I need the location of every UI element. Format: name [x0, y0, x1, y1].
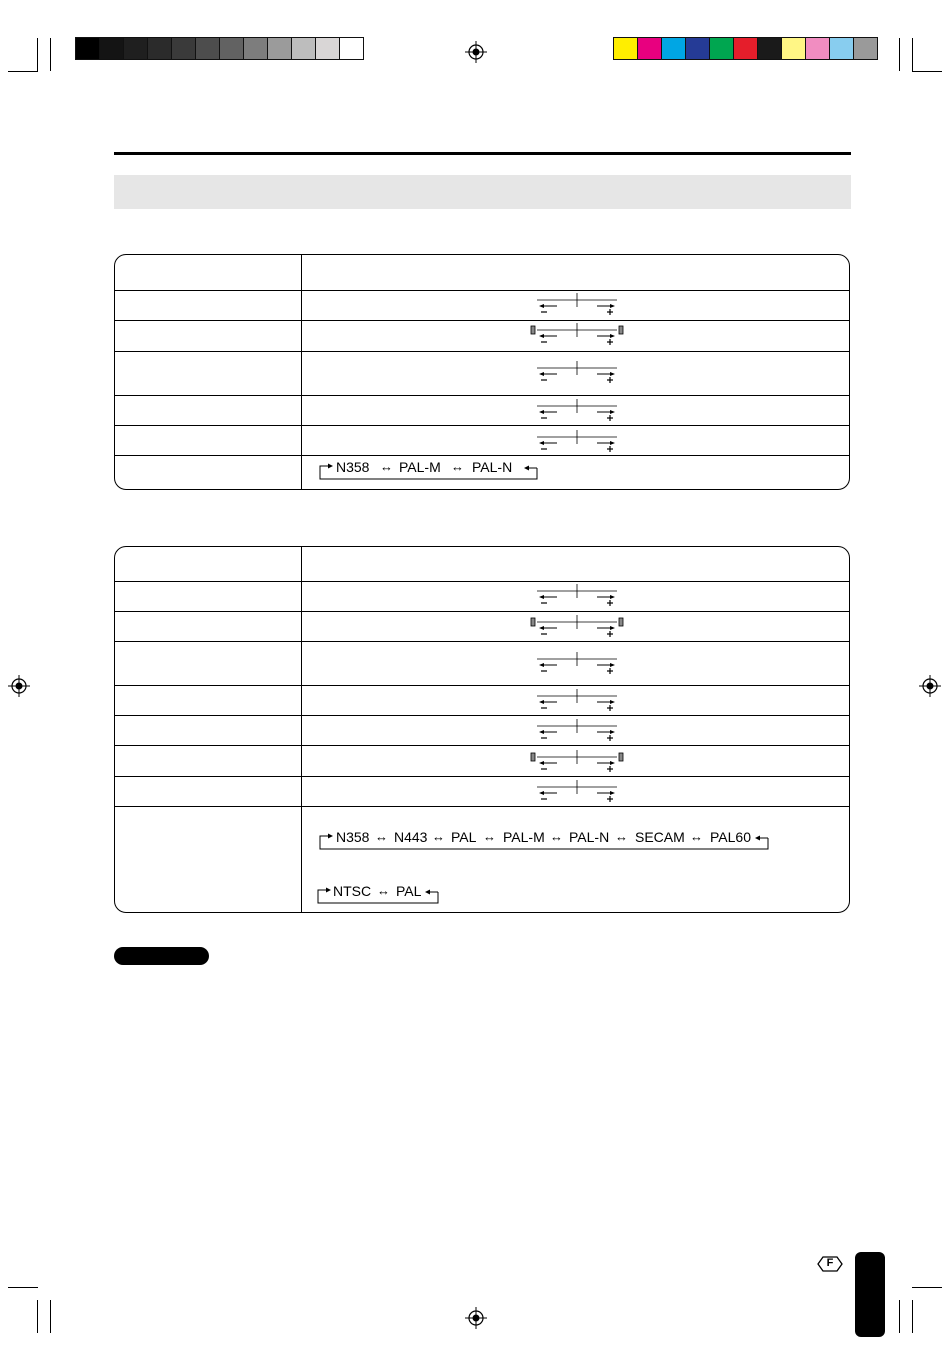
sequence-item: N358 [336, 459, 370, 475]
color-swatch [685, 37, 710, 60]
color-swatch [805, 37, 830, 60]
row-divider [115, 351, 849, 352]
color-swatch [661, 37, 686, 60]
crop-mark [912, 38, 913, 71]
adjustment-table-1 [114, 254, 850, 490]
header-rule [114, 152, 851, 155]
row-divider [115, 806, 849, 807]
bidirectional-arrow-icon: ↔ [483, 829, 496, 844]
row-divider [115, 425, 849, 426]
slider-row-5 [529, 428, 609, 454]
crop-mark [50, 1300, 51, 1333]
color-swatch [853, 37, 878, 60]
bidirectional-arrow-icon: ↔ [615, 829, 628, 844]
registration-mark-icon [8, 675, 30, 697]
slider-row-2 [529, 321, 609, 347]
crop-mark [912, 71, 942, 72]
page-edge-tab [855, 1252, 885, 1337]
color-swatch [99, 37, 124, 60]
row-divider [115, 395, 849, 396]
color-swatch [709, 37, 734, 60]
color-swatch [291, 37, 316, 60]
color-swatch [613, 37, 638, 60]
bidirectional-arrow-icon: ↔ [550, 829, 563, 844]
sequence-item: SECAM [635, 829, 685, 845]
color-swatch [829, 37, 854, 60]
color-swatch [195, 37, 220, 60]
adjustment-slider-icon [529, 359, 625, 385]
color-system-sequence-1 [318, 456, 543, 482]
sequence-item: PAL-N [569, 829, 610, 845]
crop-mark [8, 1287, 38, 1288]
adjustment-slider-icon [529, 428, 625, 454]
column-divider [301, 547, 302, 912]
row-divider [115, 581, 849, 582]
slider-row-5 [529, 717, 609, 743]
color-swatch [757, 37, 782, 60]
adjustment-table-2 [114, 546, 850, 913]
color-swatch [171, 37, 196, 60]
crop-mark [899, 38, 900, 71]
row-divider [115, 685, 849, 686]
crop-mark [37, 1300, 38, 1333]
adjustment-slider-icon [529, 321, 625, 347]
bidirectional-arrow-icon: ↔ [380, 459, 393, 474]
sequence-item: PAL-M [399, 459, 441, 475]
sequence-item: PAL-N [472, 459, 513, 475]
color-swatch [147, 37, 172, 60]
slider-row-1 [529, 582, 609, 608]
crop-mark [37, 38, 38, 71]
crop-mark [50, 38, 51, 71]
adjustment-slider-icon [529, 778, 625, 804]
color-swatch [219, 37, 244, 60]
sequence-item: NTSC [333, 883, 372, 899]
row-divider [115, 745, 849, 746]
color-swatch [123, 37, 148, 60]
crop-mark [899, 1300, 900, 1333]
color-swatch [781, 37, 806, 60]
row-divider [115, 320, 849, 321]
registration-mark-icon [465, 41, 487, 63]
color-swatch [243, 37, 268, 60]
row-divider [115, 776, 849, 777]
color-swatch [75, 37, 100, 60]
adjustment-slider-icon [529, 613, 625, 639]
bidirectional-arrow-icon: ↔ [690, 829, 703, 844]
color-swatch [637, 37, 662, 60]
section-heading-band [114, 175, 851, 209]
adjustment-slider-icon [529, 397, 625, 423]
slider-row-7 [529, 778, 609, 804]
bidirectional-arrow-icon: ↔ [377, 883, 390, 898]
color-swatch [339, 37, 364, 60]
sequence-item: N443 [394, 829, 428, 845]
crop-mark [8, 71, 38, 72]
sequence-item: PAL-M [503, 829, 545, 845]
registration-mark-icon [465, 1307, 487, 1329]
sequence-item: PAL [396, 883, 422, 899]
color-swatch [733, 37, 758, 60]
adjustment-slider-icon [529, 650, 625, 676]
color-swatch [315, 37, 340, 60]
slider-row-3 [529, 359, 609, 385]
slider-row-4 [529, 397, 609, 423]
color-swatch [267, 37, 292, 60]
bidirectional-arrow-icon: ↔ [451, 459, 464, 474]
crop-mark [912, 1287, 942, 1288]
registration-mark-icon [919, 675, 941, 697]
bidirectional-arrow-icon: ↔ [432, 829, 445, 844]
color-system-sequence-2b [316, 880, 442, 906]
row-divider [115, 611, 849, 612]
sequence-item: PAL60 [710, 829, 751, 845]
bidirectional-arrow-icon: ↔ [375, 829, 388, 844]
sequence-item: N358 [336, 829, 370, 845]
language-badge-label: F [826, 1257, 834, 1269]
slider-row-6 [529, 748, 609, 774]
color-system-sequence-2a [318, 826, 773, 852]
adjustment-slider-icon [529, 291, 625, 317]
crop-mark [912, 1300, 913, 1333]
row-divider [115, 715, 849, 716]
note-label-pill [114, 947, 209, 965]
adjustment-slider-icon [529, 748, 625, 774]
slider-row-3 [529, 650, 609, 676]
row-divider [115, 290, 849, 291]
slider-row-4 [529, 687, 609, 713]
adjustment-slider-icon [529, 582, 625, 608]
sequence-item: PAL [451, 829, 477, 845]
language-badge-icon [817, 1256, 843, 1272]
slider-row-1 [529, 291, 609, 317]
row-divider [115, 641, 849, 642]
adjustment-slider-icon [529, 687, 625, 713]
slider-row-2 [529, 613, 609, 639]
adjustment-slider-icon [529, 717, 625, 743]
